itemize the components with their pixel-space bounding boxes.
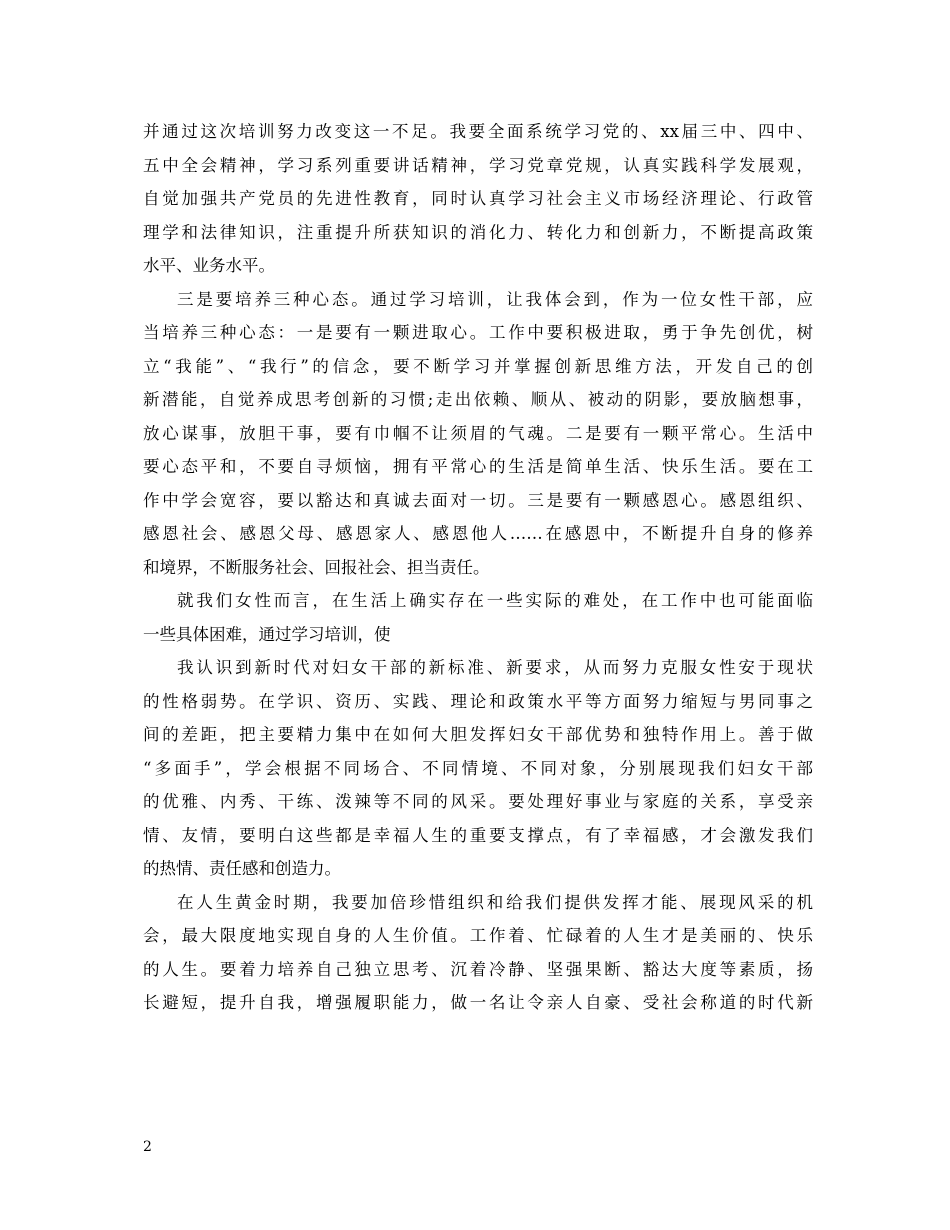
text-line: 长避短，提升自我，增强履职能力，做一名让令亲人自豪、受社会称道的时代新 [143,993,813,1012]
text-line: 会，最大限度地实现自身的人生价值。工作着、忙碌着的人生才是美丽的、快乐 [143,926,813,945]
text-line: 水平、业务水平。 [143,256,275,275]
text-line: 自觉加强共产党员的先进性教育，同时认真学习社会主义市场经济理论、行政管 [143,189,813,208]
text-line: 的优雅、内秀、干练、泼辣等不同的风采。要处理好事业与家庭的关系，享受亲 [143,792,813,811]
text-line: 当培养三种心态：一是要有一颗进取心。工作中要积极进取，勇于争先创优，树 [143,323,813,342]
paragraph [143,584,813,651]
text-line: 我认识到新时代对妇女干部的新标准、新要求，从而努力克服女性安于现状 [177,658,813,677]
document-body [143,115,813,1020]
text-line: 的性格弱势。在学识、资历、实践、理论和政策水平等方面努力缩短与男同事之 [143,691,813,711]
text-line: 五中全会精神，学习系列重要讲话精神，学习党章党规，认真实践科学发展观， [143,155,813,175]
text-line: 作中学会宽容，要以豁达和真诚去面对一切。三是要有一颗感恩心。感恩组织、 [143,490,813,510]
text-line: 三是要培养三种心态。通过学习培训，让我体会到，作为一位女性干部，应 [177,289,813,309]
paragraph [143,115,813,283]
text-line: 情、友情，要明白这些都是幸福人生的重要支撑点，有了幸福感，才会激发我们 [143,825,813,845]
text-line: 要心态平和，不要自寻烦恼，拥有平常心的生活是简单生活、快乐生活。要在工 [143,457,813,476]
text-line: “多面手”，学会根据不同场合、不同情境、不同对象，分别展现我们妇女干部 [143,758,813,778]
text-line: 感恩社会、感恩父母、感恩家人、感恩他人……在感恩中，不断提升自身的修养 [143,524,813,543]
text-line: 一些具体困难，通过学习培训，使 [143,624,391,644]
text-line: 并通过这次培训努力改变这一不足。我要全面系统学习党的、xx届三中、四中、 [143,122,813,141]
text-line: 的热情、责任感和创造力。 [143,859,341,878]
text-line: 在人生黄金时期，我要加倍珍惜组织和给我们提供发挥才能、展现风采的机 [177,892,813,912]
text-line: 放心谋事，放胆干事，要有巾帼不让须眉的气魂。二是要有一颗平常心。生活中 [143,423,813,443]
text-line: 的人生。要着力培养自己独立思考、沉着冷静、坚强果断、豁达大度等素质，扬 [143,959,813,979]
text-line: 和境界，不断服务社会、回报社会、担当责任。 [143,557,490,577]
text-line: 就我们女性而言，在生活上确实存在一些实际的难处，在工作中也可能面临 [177,591,813,610]
text-line: 立“我能”、“我行”的信念，要不断学习并掌握创新思维方法，开发自己的创 [143,356,813,376]
paragraph [143,283,813,585]
paragraph [143,651,813,886]
text-line: 理学和法律知识，注重提升所获知识的消化力、转化力和创新力，不断提高政策 [143,222,813,242]
paragraph [143,886,813,1020]
text-line: 间的差距，把主要精力集中在如何大胆发挥妇女干部优势和独特作用上。善于做 [143,725,813,744]
page-number: 2 [143,1139,152,1155]
text-line: 新潜能，自觉养成思考创新的习惯;走出依赖、顺从、被动的阴影，要放脑想事， [143,390,813,409]
